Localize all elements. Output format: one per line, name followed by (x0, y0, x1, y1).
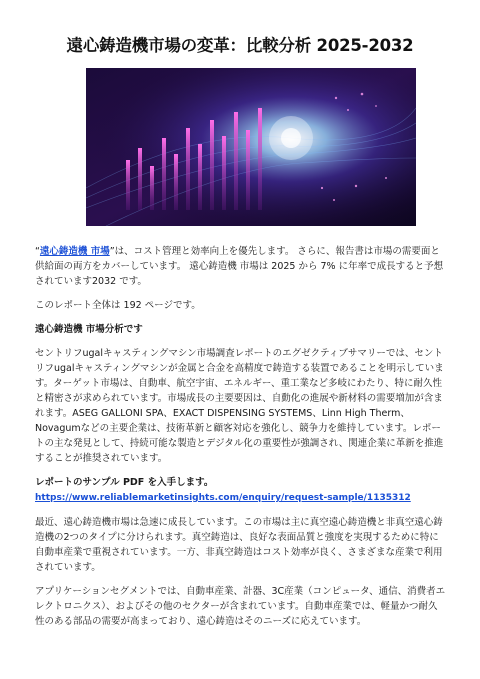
sample-url-link[interactable]: https://www.reliablemarketinsights.com/enquiry/request-sample/1135312 (35, 493, 411, 503)
intro-paragraph (35, 244, 447, 289)
page-title: 遠心鋳造機市場の変革：比較分析 2025-2032 (66, 36, 414, 55)
sample-request (35, 475, 447, 506)
section-heading: 遠心鋳造機 市場分析です (35, 324, 143, 335)
abstract-data-visualization-image (86, 68, 416, 226)
market-link[interactable]: 遠心鋳造機 市場 (39, 246, 110, 257)
article-body (35, 244, 447, 638)
quote-mark: “ (35, 246, 40, 257)
sample-label: レポートのサンプル PDF を入手します。 (35, 477, 214, 488)
analysis-paragraph: セントリフugalキャスティングマシン市場調査レポートのエグゼクティブサマリーでは、セントリフugalキャスティングマシンが金属と合金を高精度で鋳造する装置であることを明示しています。ターゲット市場は、自動車、航空宇宙、エネルギー、重工業など多岐にわたり、特に耐久性と精密さが求められています。市場成長の主要要因は、自動化の進展や新材料の需要増加が含まれます。ASEG GALLONI SPA、EXACT DISPENSING SYSTEMS、Linn High Therm、Novagumなどの主要企業は、技術革新と顧客対応を強化し、競争力を維持しています。レポートの主な発見として、持続可能な製造とデジタル化の重要性が強調され、関連企業に革新を推進することが推奨されています。 (35, 348, 444, 464)
intro-text: ”は、コスト管理と効率向上を優先します。 さらに、報告書は市場の需要面と供給面の両方をカバーしています。 遠心鋳造機 市場は 2025 から 7% に年率で成長すると予想されています2032 です。 (35, 246, 444, 287)
applications-paragraph: アプリケーションセグメントでは、自動車産業、計器、3C産業（コンピュータ、通信、消費者エレクトロニクス）、およびその他のセクターが含まれています。自動車産業では、軽量かつ耐久性のある部品の需要が高まっており、遠心鋳造はそのニーズに応えています。 (35, 586, 446, 627)
types-paragraph: 最近、遠心鋳造機市場は急速に成長しています。この市場は主に真空遠心鋳造機と非真空遠心鋳造機の2つのタイプに分けられます。真空鋳造は、良好な表面品質と強度を実現するために特に自動車産業で重視されています。一方、非真空鋳造はコスト効率が良く、さまざまな産業で利用されています。 (35, 517, 443, 573)
pages-line: このレポート全体は 192 ページです。 (35, 300, 201, 311)
